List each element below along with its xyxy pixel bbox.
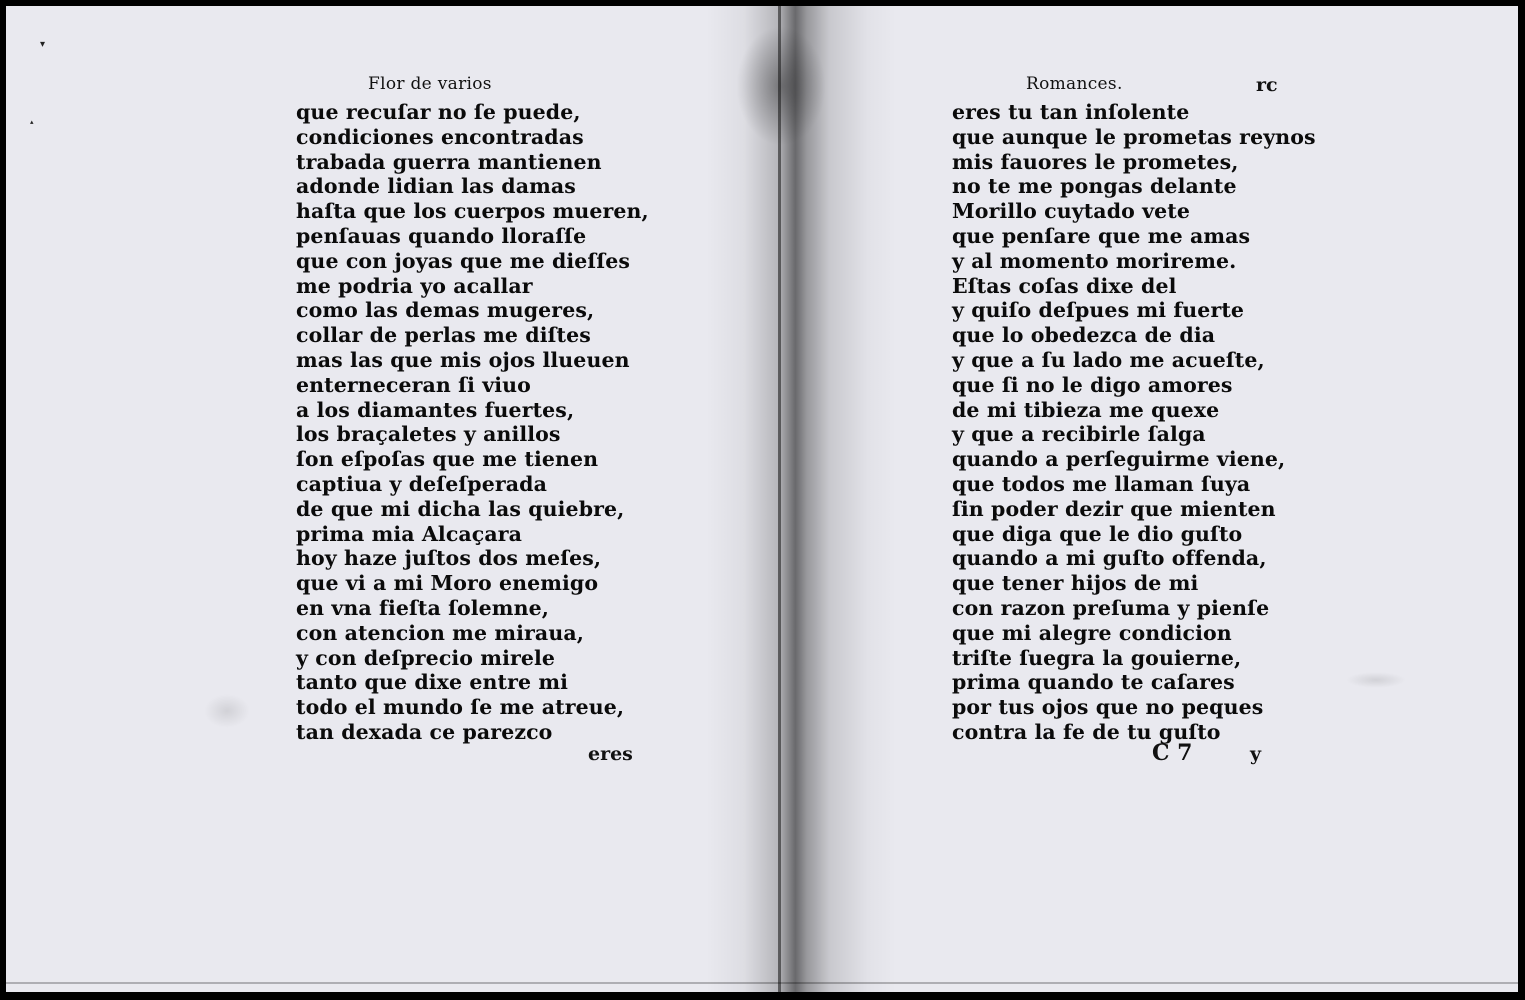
verse-line: y con deſprecio mirele	[296, 645, 556, 670]
verse-line: tanto que dixe entre mi	[296, 670, 569, 695]
verse-line: enterneceran ſi viuo	[296, 372, 531, 397]
verse-line: quando a perſeguirme viene,	[952, 447, 1286, 472]
verse-line: que mi alegre condicion	[952, 620, 1232, 645]
verse-line: ſin poder dezir que mienten	[952, 496, 1276, 521]
verse-line: captiua y deſeſperada	[296, 471, 547, 496]
verse-line: todo el mundo ſe me atreue,	[296, 695, 625, 720]
verse-line: Eſtas coſas dixe del	[952, 273, 1177, 298]
verse-line: que tener hijos de mi	[952, 571, 1199, 596]
verse-line: de mi tibieza me quexe	[952, 397, 1220, 422]
verse-text-block	[296, 100, 649, 745]
verse-line: trabada guerra mantienen	[296, 149, 602, 174]
verse-line: ſon eſpoſas que me tienen	[296, 447, 599, 472]
verse-line: con atencion me miraua,	[296, 620, 584, 645]
verse-line: como las demas mugeres,	[296, 298, 595, 323]
paper-stain	[204, 694, 250, 728]
verse-line: quando a mi guſto offenda,	[952, 546, 1267, 571]
verse-line: que lo obedezca de dia	[952, 323, 1216, 348]
verse-line: que vi a mi Moro enemigo	[296, 571, 599, 596]
paper-stain	[1346, 672, 1406, 688]
folio-number: rc	[1256, 74, 1278, 96]
verse-line: prima quando te caſares	[952, 670, 1235, 695]
running-head: Flor de varios	[368, 74, 492, 94]
gutter-fold-line	[778, 6, 781, 992]
verse-line: hoy haze juſtos dos meſes,	[296, 546, 602, 571]
verse-line: mas las que mis ojos llueuen	[296, 347, 630, 372]
catchword: eres	[588, 743, 633, 765]
page-bottom-edge	[6, 982, 1518, 984]
verse-line: contra la fe de tu guſto	[952, 719, 1221, 744]
verse-line: eres tu tan inſolente	[952, 100, 1190, 124]
verse-line: con razon preſuma y pienſe	[952, 595, 1270, 620]
verse-text-block	[952, 100, 1316, 745]
ink-speck: ▴	[30, 118, 34, 126]
verse-line: collar de perlas me diſtes	[296, 323, 591, 348]
verse-line: que ſi no le digo amores	[952, 372, 1233, 397]
verse-line: que todos me llaman ſuya	[952, 471, 1251, 496]
verse-line: y que a recibirle ſalga	[952, 422, 1206, 447]
running-head: Romances.	[1026, 74, 1123, 94]
verse-line: que con joyas que me dieſſes	[296, 248, 631, 273]
verse-line: mis fauores le prometes,	[952, 149, 1239, 174]
verse-line: y quiſo deſpues mi fuerte	[952, 298, 1245, 323]
verse-line: condiciones encontradas	[296, 124, 584, 149]
verse-line: que aunque le prometas reynos	[952, 124, 1316, 149]
verse-line: Morillo cuytado vete	[952, 199, 1191, 224]
gutter-shadow	[706, 6, 896, 992]
verse-line: haſta que los cuerpos mueren,	[296, 199, 649, 224]
verse-line: no te me pongas delante	[952, 174, 1237, 199]
ink-speck: ▾	[40, 39, 46, 50]
verse-line: los braçaletes y anillos	[296, 422, 561, 447]
scanned-book-spread	[6, 6, 1518, 992]
verse-line: en vna fieſta ſolemne,	[296, 595, 549, 620]
verse-line: y que a ſu lado me acueſte,	[952, 347, 1265, 372]
verse-line: de que mi dicha las quiebre,	[296, 496, 625, 521]
verse-line: penſauas quando lloraſſe	[296, 223, 587, 248]
verse-line: triſte ſuegra la gouierne,	[952, 645, 1242, 670]
verse-line: que recuſar no ſe puede,	[296, 100, 581, 124]
verse-line: por tus ojos que no peques	[952, 695, 1264, 720]
verse-line: me podria yo acallar	[296, 273, 533, 298]
gutter-shadow-top	[736, 26, 826, 146]
verse-line: adonde lidian las damas	[296, 174, 576, 199]
verse-line: a los diamantes fuertes,	[296, 397, 575, 422]
verse-line: y al momento morireme.	[952, 248, 1237, 273]
verse-line: que penſare que me amas	[952, 223, 1251, 248]
verse-line: tan dexada ce parezco	[296, 719, 553, 744]
catchword: y	[1250, 743, 1262, 765]
verse-line: que diga que le dio guſto	[952, 521, 1243, 546]
verse-line: prima mia Alcaçara	[296, 521, 523, 546]
signature-mark: C 7	[1152, 740, 1193, 766]
